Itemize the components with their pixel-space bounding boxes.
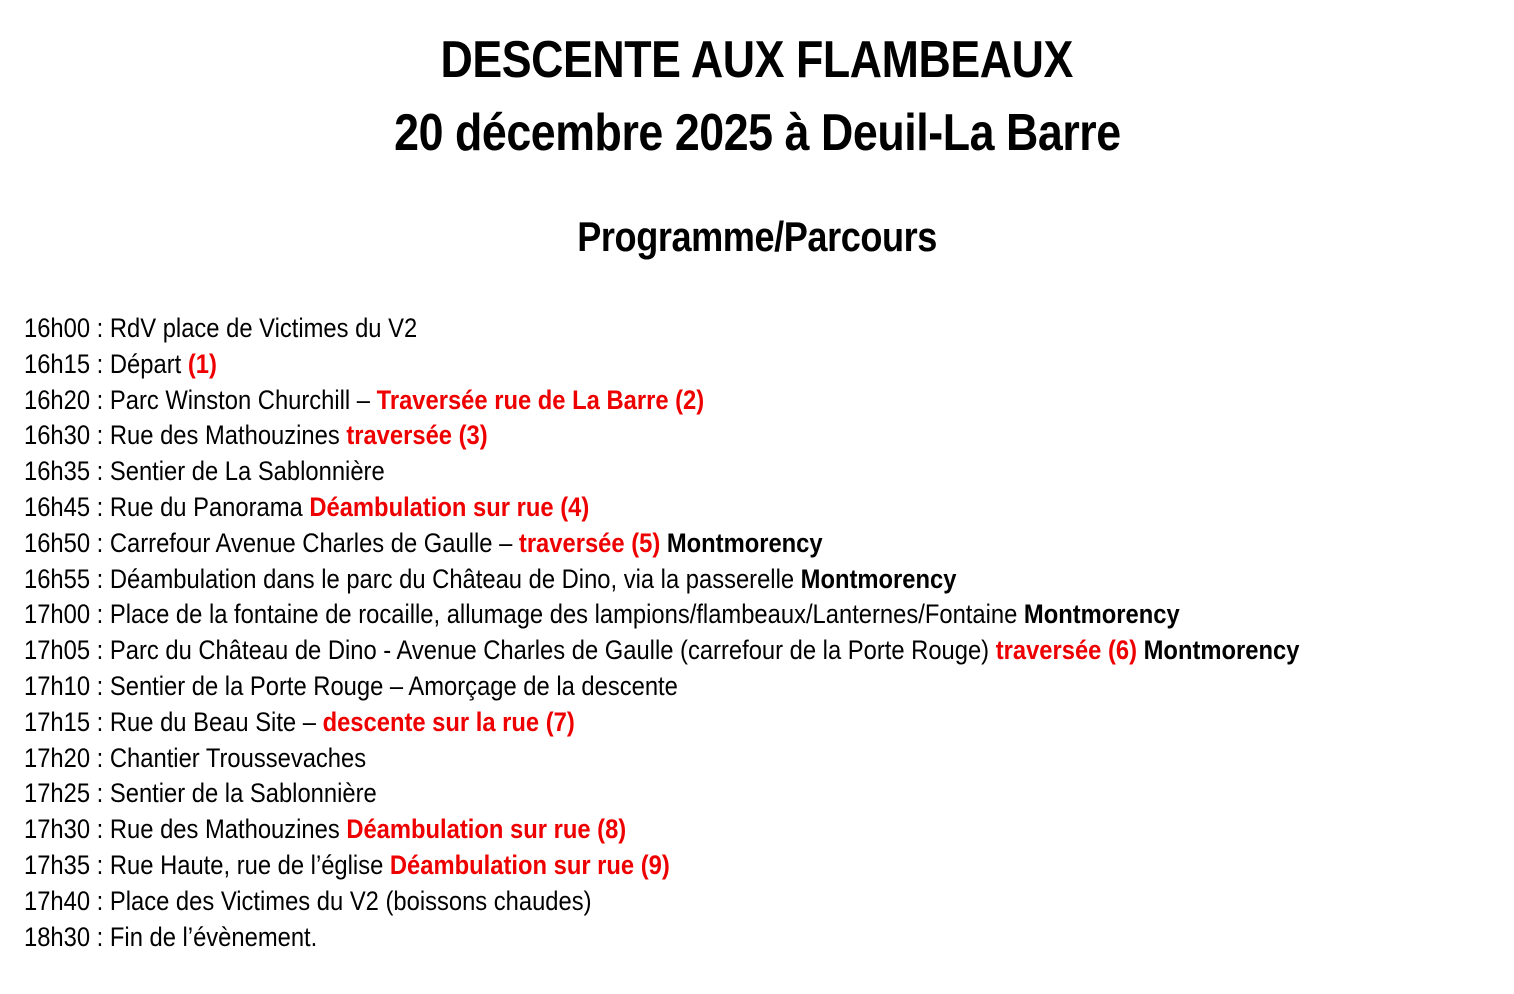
title-line-2: 20 décembre 2025 à Deuil-La Barre [393, 104, 1121, 162]
schedule-description: Chantier Troussevaches [109, 742, 367, 773]
time-separator: : [90, 491, 110, 522]
schedule-description: Rue des Mathouzines [109, 420, 347, 451]
schedule-highlight: traversée (6) [995, 635, 1138, 666]
schedule-item [24, 383, 1299, 419]
schedule-description: Place des Victimes du V2 (boissons chaudes) [109, 885, 592, 916]
time-separator: : [90, 778, 110, 809]
schedule-highlight: Déambulation sur rue (4) [309, 491, 590, 522]
time-separator: : [90, 635, 110, 666]
schedule-description: Rue du Beau Site – [109, 706, 323, 737]
schedule-description: Déambulation dans le parc du Château de Dino, via la passerelle [109, 563, 801, 594]
schedule-time: 17h35 [24, 849, 91, 880]
schedule-description: Rue Haute, rue de l’église [109, 849, 390, 880]
document-date-location [0, 103, 1514, 163]
title-line-1: DESCENTE AUX FLAMBEAUX [440, 31, 1074, 89]
schedule-item [24, 633, 1299, 669]
schedule-item [24, 311, 1299, 347]
schedule-time: 16h20 [24, 384, 91, 415]
schedule-description: Sentier de la Porte Rouge – Amorçage de la descente [109, 670, 678, 701]
schedule-item [24, 347, 1299, 383]
schedule-item [24, 812, 1299, 848]
schedule-location-tag: Montmorency [1023, 599, 1180, 630]
schedule-time: 17h15 [24, 706, 91, 737]
schedule-time: 16h00 [24, 313, 91, 343]
section-heading [0, 213, 1514, 261]
time-separator: : [90, 706, 110, 737]
schedule-description: Rue du Panorama [109, 491, 310, 522]
subtitle-text: Programme/Parcours [577, 213, 937, 260]
schedule-description: Carrefour Avenue Charles de Gaulle – [109, 527, 519, 558]
schedule-description: Parc Winston Churchill – [109, 384, 377, 415]
schedule-location-tag: Montmorency [660, 527, 823, 558]
schedule-item [24, 526, 1299, 562]
time-separator: : [90, 670, 110, 701]
time-separator: : [90, 313, 110, 343]
schedule-time: 16h45 [24, 491, 91, 522]
time-separator: : [90, 420, 110, 451]
schedule-highlight: Traversée rue de La Barre (2) [376, 384, 705, 415]
schedule-item [24, 669, 1299, 705]
schedule-time: 17h25 [24, 778, 91, 809]
schedule-time: 17h20 [24, 742, 91, 773]
time-separator: : [90, 814, 110, 845]
schedule-time: 16h15 [24, 348, 91, 379]
time-separator: : [90, 885, 110, 916]
schedule-time: 18h30 [24, 921, 91, 952]
schedule-list [24, 311, 1473, 955]
time-separator: : [90, 456, 110, 487]
schedule-item [24, 454, 1299, 490]
schedule-item [24, 776, 1299, 812]
schedule-time: 17h00 [24, 599, 91, 630]
time-separator: : [90, 527, 110, 558]
schedule-description: Sentier de la Sablonnière [109, 778, 377, 809]
schedule-item [24, 848, 1299, 884]
document-title [0, 30, 1514, 90]
schedule-description: RdV place de Victimes du V2 [109, 313, 418, 343]
schedule-time: 16h55 [24, 563, 91, 594]
schedule-highlight: traversée (5) [518, 527, 661, 558]
schedule-highlight: Déambulation sur rue (8) [346, 814, 627, 845]
time-separator: : [90, 742, 110, 773]
schedule-item [24, 490, 1299, 526]
schedule-highlight: (1) [187, 348, 217, 379]
time-separator: : [90, 384, 110, 415]
schedule-location-tag: Montmorency [800, 563, 957, 594]
time-separator: : [90, 921, 110, 952]
schedule-time: 17h40 [24, 885, 91, 916]
schedule-highlight: Déambulation sur rue (9) [389, 849, 670, 880]
schedule-item [24, 741, 1299, 777]
schedule-description: Place de la fontaine de rocaille, allumage des lampions/flambeaux/Lanternes/Fontaine [109, 599, 1024, 630]
schedule-item [24, 562, 1299, 598]
schedule-item [24, 418, 1299, 454]
time-separator: : [90, 563, 110, 594]
schedule-description: Parc du Château de Dino - Avenue Charles de Gaulle (carrefour de la Porte Rouge) [109, 635, 996, 666]
schedule-description: Sentier de La Sablonnière [109, 456, 385, 487]
schedule-description: Fin de l’évènement. [109, 921, 318, 952]
schedule-time: 17h10 [24, 670, 91, 701]
schedule-description: Rue des Mathouzines [109, 814, 347, 845]
schedule-item [24, 597, 1299, 633]
schedule-description: Départ [109, 348, 188, 379]
schedule-item [24, 705, 1299, 741]
schedule-time: 16h50 [24, 527, 91, 558]
schedule-time: 16h30 [24, 420, 91, 451]
time-separator: : [90, 348, 110, 379]
schedule-item [24, 884, 1299, 920]
schedule-time: 17h30 [24, 814, 91, 845]
time-separator: : [90, 599, 110, 630]
schedule-location-tag: Montmorency [1137, 635, 1300, 666]
time-separator: : [90, 849, 110, 880]
schedule-item [24, 920, 1299, 956]
schedule-time: 16h35 [24, 456, 91, 487]
schedule-highlight: descente sur la rue (7) [322, 706, 575, 737]
schedule-time: 17h05 [24, 635, 91, 666]
schedule-highlight: traversée (3) [346, 420, 488, 451]
